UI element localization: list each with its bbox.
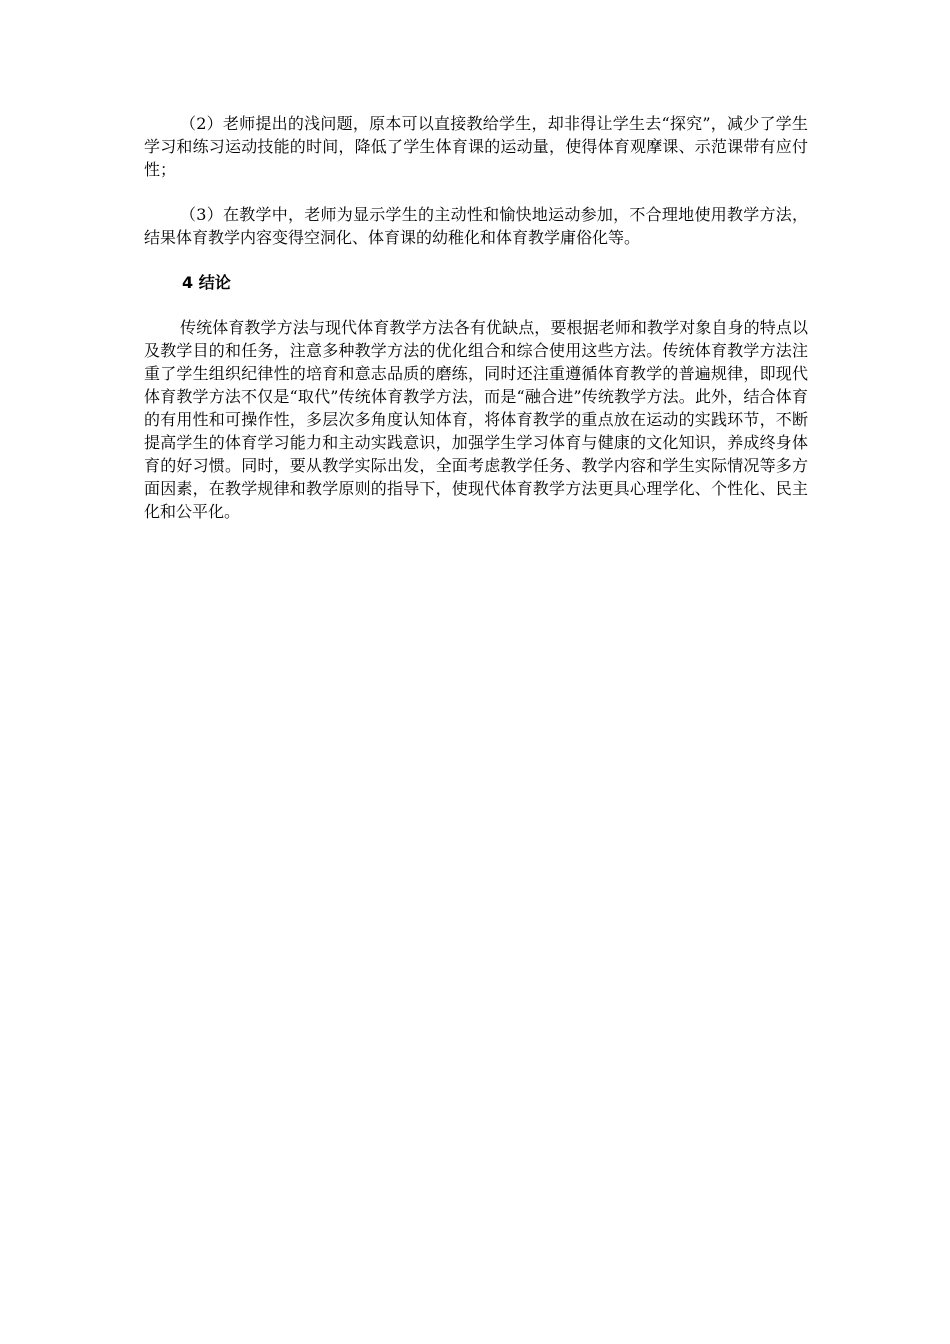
conclusion-paragraph: 传统体育教学方法与现代体育教学方法各有优缺点，要根据老师和教学对象自身的特点以及教学目的和任务，注意多种教学方法的优化组合和综合使用这些方法。传统体育教学方法注重了学生组织纪律性的培育和意志品质的磨练，同时还注重遵循体育教学的普遍规律，即现代体育教学方法不仅是“取代”传统体育教学方法，而是“融合进”传统教学方法。此外，结合体育的有用性和可操作性，多层次多角度认知体育，将体育教学的重点放在运动的实践环节，不断提高学生的体育学习能力和主动实践意识，加强学生学习体育与健康的文化知识，养成终身体育的好习惯。同时，要从教学实际出发，全面考虑教学任务、教学内容和学生实际情况等多方面因素，在教学规律和教学原则的指导下，使现代体育教学方法更具心理学化、个性化、民主化和公平化。 <box>144 318 808 521</box>
paragraph-item-2: （2）老师提出的浅问题，原本可以直接教给学生，却非得让学生去“探究”，减少了学生学习和练习运动技能的时间，降低了学生体育课的运动量，使得体育观摩课、示范课带有应付性； <box>144 114 808 179</box>
section-heading-conclusion: 4 结论 <box>182 273 231 292</box>
document-page <box>144 112 808 523</box>
paragraph-item-3: （3）在教学中，老师为显示学生的主动性和愉快地运动参加，不合理地使用教学方法，结果体育教学内容变得空洞化、体育课的幼稚化和体育教学庸俗化等。 <box>144 205 808 247</box>
